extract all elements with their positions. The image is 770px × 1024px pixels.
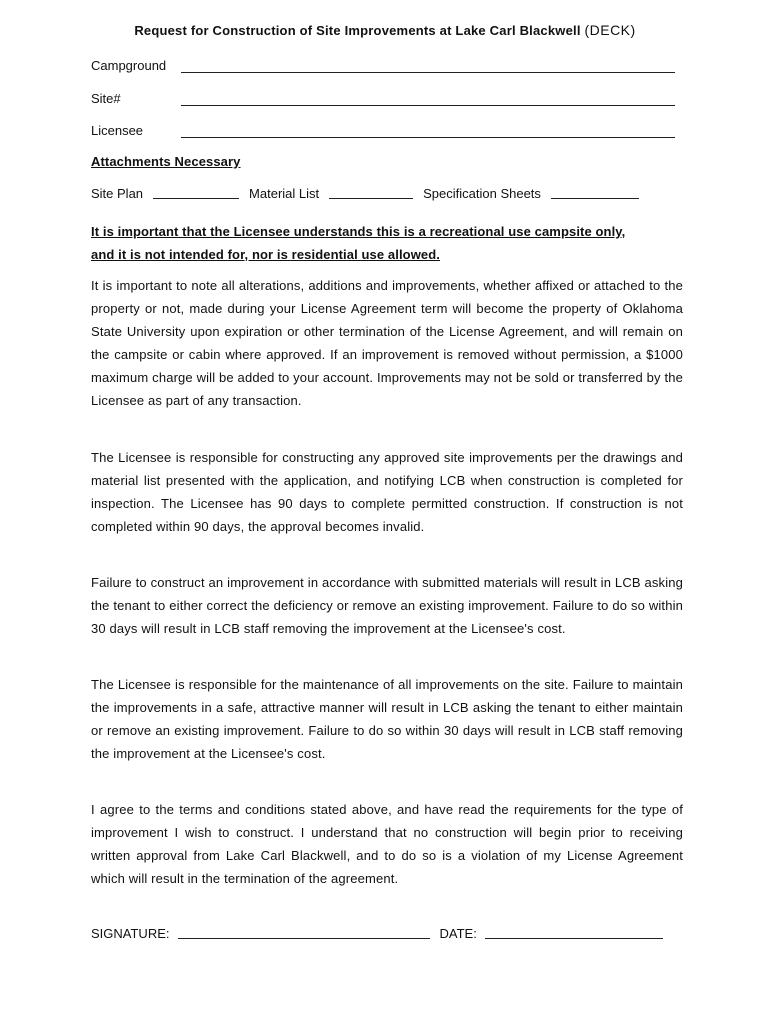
site-field[interactable]: [181, 93, 675, 106]
form-title-suffix: (DECK): [584, 22, 636, 38]
campground-label: Campground: [91, 58, 167, 73]
form-title: [0, 22, 770, 38]
warning-line-1: It is important that the Licensee understands this is a recreational use campsite only,: [91, 224, 626, 239]
site-plan-label: Site Plan: [91, 186, 144, 201]
warning-line-2: and it is not intended for, nor is residential use allowed.: [91, 247, 441, 262]
signature-field[interactable]: [178, 926, 430, 939]
form-title-text: Request for Construction of Site Improvements at Lake Carl Blackwell: [134, 23, 581, 38]
campground-field[interactable]: [181, 60, 675, 73]
attachments-heading: Attachments Necessary: [91, 154, 241, 169]
campground-row: [91, 55, 675, 73]
paragraph-failure-construct: Failure to construct an improvement in accordance with submitted materials will result in LCB asking the tenant to either correct the deficiency or remove an existing improvement. Failure to do so within 30 days will result in LCB staff removing the improvement at the Licensee's cost.: [91, 575, 683, 637]
site-label: Site#: [91, 91, 121, 106]
signature-row: [91, 926, 679, 941]
paragraph-construction: The Licensee is responsible for constructing any approved site improvements per the drawings and material list presented with the application, and notifying LCB when construction is completed for inspection. The Licensee has 90 days to complete permitted construction. If construction is not completed within 90 days, the approval becomes invalid.: [91, 450, 683, 535]
paragraph-maintenance: The Licensee is responsible for the maintenance of all improvements on the site. Failure to maintain the improvements in a safe, attractive manner will result in LCB asking the tenant to either maintain or remove an existing improvement. Failure to do so within 30 days will result in LCB staff removing the improvement at the Licensee's cost.: [91, 677, 683, 762]
spec-sheets-field[interactable]: [551, 186, 639, 199]
paragraph-ownership: It is important to note all alterations, additions and improvements, whether affixed or attached to the property or not, made during your License Agreement term will become the property of Oklahoma State University upon expiration or other termination of the License Agreement, and will remain on the campsite or cabin where approved. If an improvement is removed without permission, a $1000 maximum charge will be added to your account. Improvements may not be sold or transferred by the Licensee as part of any transaction.: [91, 278, 683, 409]
paragraph-agreement: I agree to the terms and conditions stated above, and have read the requirements for the type of improvement I wish to construct. I understand that no construction will begin prior to receiving written approval from Lake Carl Blackwell, and to do so is a violation of my License Agreement which will result in the termination of the agreement.: [91, 802, 683, 887]
licensee-label: Licensee: [91, 123, 144, 138]
attachments-row: [91, 186, 681, 201]
signature-label: SIGNATURE:: [91, 926, 170, 941]
date-field[interactable]: [485, 926, 663, 939]
licensee-field[interactable]: [181, 125, 675, 138]
site-row: [91, 88, 675, 106]
material-list-field[interactable]: [329, 186, 413, 199]
licensee-row: [91, 120, 675, 138]
spec-sheets-label: Specification Sheets: [423, 186, 541, 201]
material-list-label: Material List: [249, 186, 320, 201]
residential-use-warning: [91, 220, 681, 266]
date-label: DATE:: [439, 926, 477, 941]
site-plan-field[interactable]: [153, 186, 239, 199]
